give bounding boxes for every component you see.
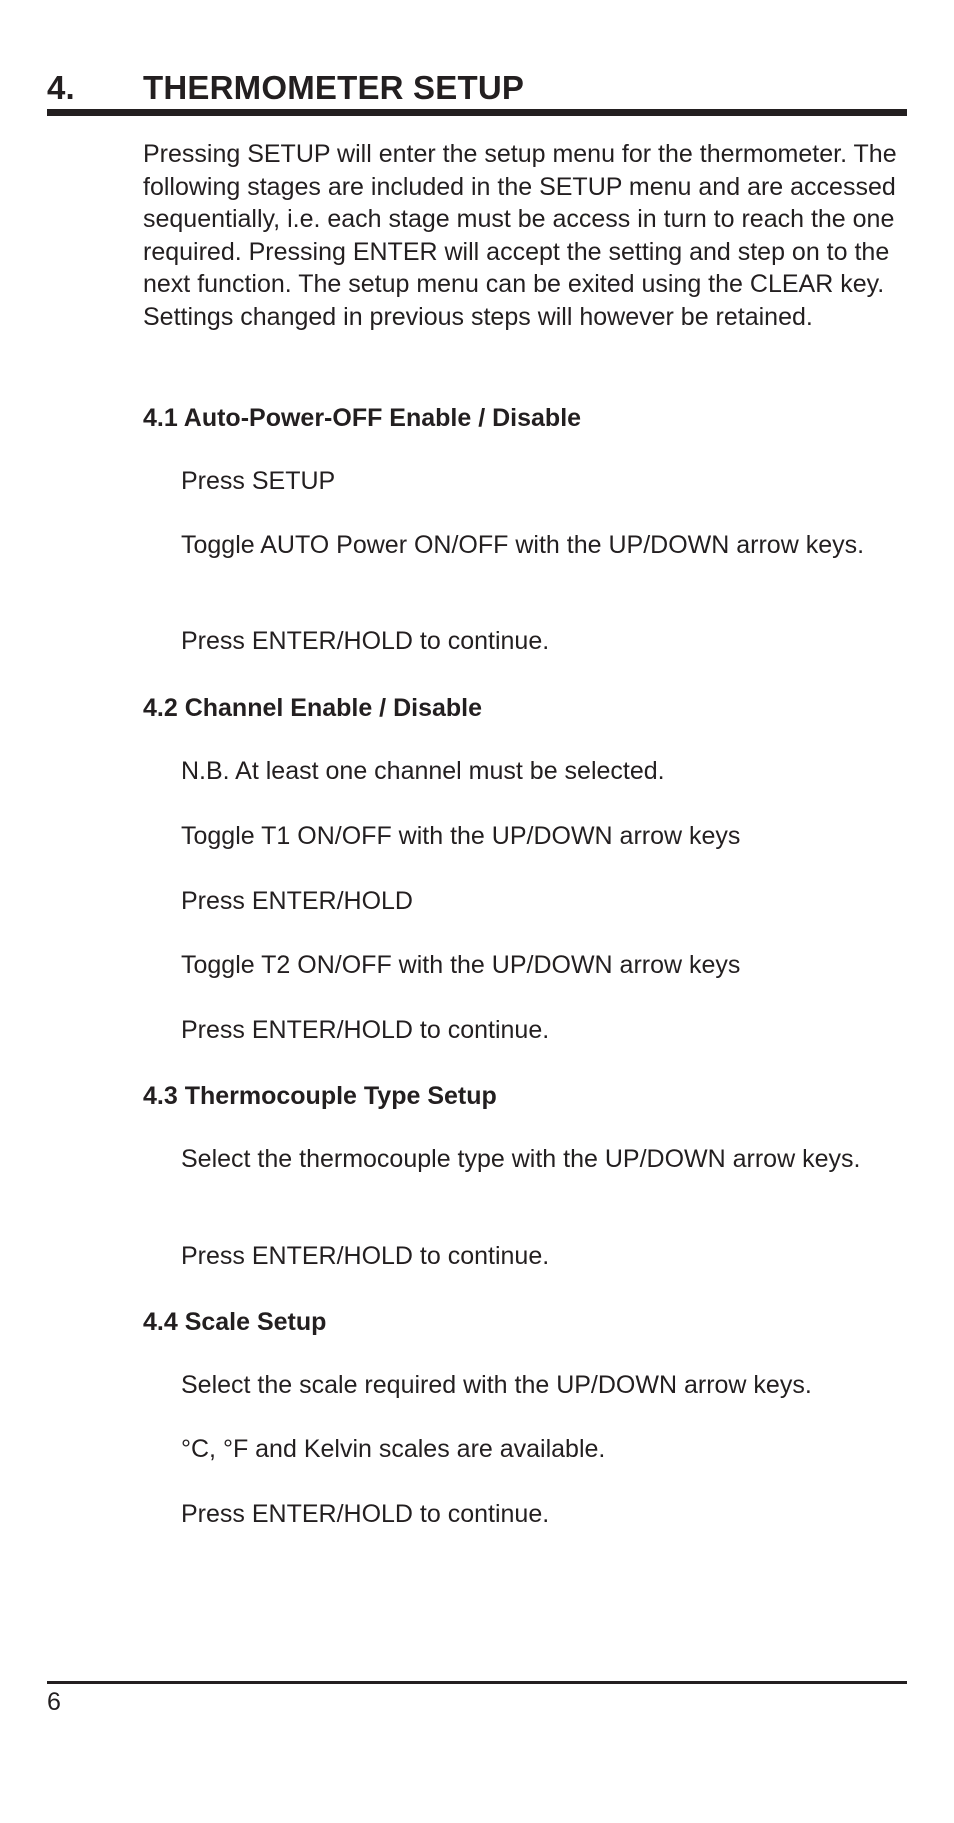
step-text: Toggle T2 ON/OFF with the UP/DOWN arrow keys: [181, 951, 741, 979]
step-text: Select the thermocouple type with the UP/DOWN arrow keys.: [181, 1145, 861, 1173]
step-text: Press ENTER/HOLD to continue.: [181, 627, 550, 655]
step-text: Press ENTER/HOLD: [181, 887, 413, 915]
step-text: Press ENTER/HOLD to continue.: [181, 1242, 550, 1270]
step-text: Press SETUP: [181, 467, 336, 495]
heading-rule: [47, 109, 907, 116]
page-number: 6: [47, 1688, 61, 1716]
subsection-title-4-2: 4.2 Channel Enable / Disable: [143, 694, 483, 722]
step-text: N.B. At least one channel must be selected.: [181, 757, 665, 785]
step-text: Press ENTER/HOLD to continue.: [181, 1016, 550, 1044]
footer-rule: [47, 1681, 907, 1684]
subsection-title-4-1: 4.1 Auto-Power-OFF Enable / Disable: [143, 404, 582, 432]
subsection-title-4-4: 4.4 Scale Setup: [143, 1308, 327, 1336]
step-text: Press ENTER/HOLD to continue.: [181, 1500, 550, 1528]
step-text: Select the scale required with the UP/DOWN arrow keys.: [181, 1371, 812, 1399]
section-number: 4.: [47, 69, 75, 106]
step-text: Toggle T1 ON/OFF with the UP/DOWN arrow keys: [181, 822, 741, 850]
page-title: THERMOMETER SETUP: [143, 69, 525, 106]
intro-paragraph: Pressing SETUP will enter the setup menu for the thermometer. The following stages are included in the SETUP menu and are accessed sequentially, i.e. each stage must be access in turn to reach the one required. Pressing ENTER will accept the setting and step on to the next function. The setup menu can be exited using the CLEAR key. Settings changed in previous steps will however be retained.: [143, 140, 897, 331]
step-text: °C, °F and Kelvin scales are available.: [181, 1435, 606, 1463]
subsection-title-4-3: 4.3 Thermocouple Type Setup: [143, 1082, 497, 1110]
step-text: Toggle AUTO Power ON/OFF with the UP/DOWN arrow keys.: [181, 531, 865, 559]
